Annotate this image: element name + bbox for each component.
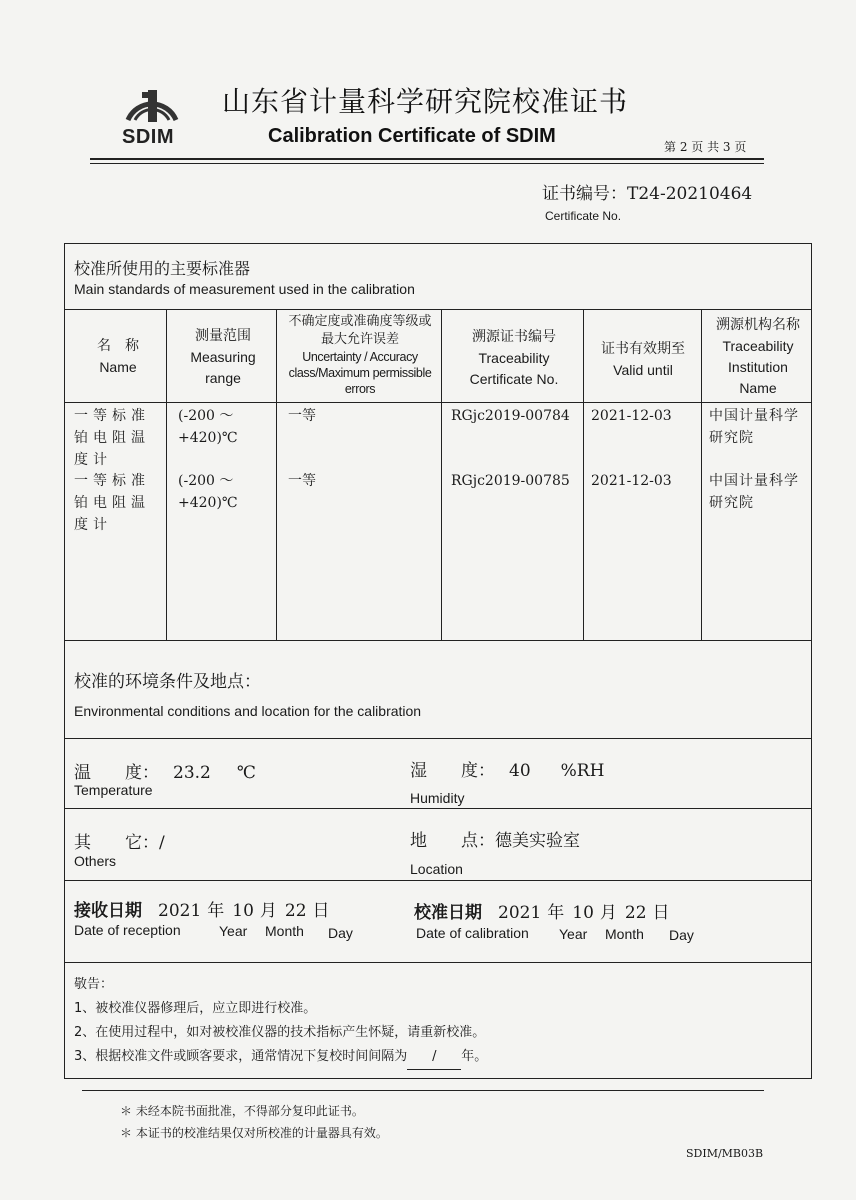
month-label-en: Month [265,923,304,939]
calibration-date [414,898,670,923]
table-cell-accuracy: 一等 [288,408,316,424]
calibration-month: 10 [572,903,594,923]
month-unit: 月 [599,903,617,923]
column-header-cn: 不确定度或准确度等级或最大允许误差 [288,314,432,347]
year-label-en: Year [559,926,588,942]
footer-note: ＊ 本证书的校准结果仅对所校准的计量器具有效。 [120,1126,388,1140]
others-label: 其 它： [74,833,159,853]
year-unit: 年 [547,903,565,923]
divider [64,962,812,963]
column-header-en: Name [99,359,137,375]
column-header-en: Valid until [613,362,673,378]
environment-title-en: Environmental conditions and location for the calibration [74,703,422,719]
column-header-institution [706,315,810,399]
notice-title: 敬告： [74,977,114,992]
table-cell-cert-no: RGjc2019-00784 [451,408,570,424]
column-header-cn: 溯源证书编号 [472,329,556,345]
standards-title-en: Main standards of measurement used in the calibration [74,281,415,297]
humidity-label-en: Humidity [410,790,465,806]
humidity-label: 湿 度： [410,761,495,781]
calibration-date-en: Date of calibration [416,925,529,941]
notice-item: 2、在使用过程中，如对被校准仪器的技术指标产生怀疑，请重新校准。 [74,1025,486,1040]
footer-note: ＊ 未经本院书面批准，不得部分复印此证书。 [120,1104,364,1118]
calibration-date-label: 校准日期 [414,903,482,923]
others-field [74,828,165,853]
footer-rule [82,1090,764,1091]
logo-text: SDIM [122,126,174,148]
notice-item: 1、被校准仪器修理后，应立即进行校准。 [74,1001,317,1016]
table-cell-institution: 中国计量科学研究院 [709,473,799,511]
humidity-value: 40 [509,761,531,781]
column-header-cn: 证书有效期至 [601,341,685,357]
notice-item-text: 3、根据校准文件或顾客要求，通常情况下复校时间间隔为 [74,1049,408,1064]
divider [64,309,812,310]
column-header-en: Uncertainty / Accuracy class/Maximum permissible errors [288,350,432,396]
certificate-number-value: T24-20210464 [627,184,753,204]
header-rule [90,158,764,160]
page-info: 第 2 页 共 3 页 [664,140,747,154]
divider [64,738,812,739]
notice-item-3 [74,1045,487,1070]
temperature-field [74,758,256,783]
divider [64,402,812,403]
month-unit: 月 [259,901,277,921]
standards-title-cn: 校准所使用的主要标准器 [74,259,251,278]
column-header-en: Measuring range [190,349,256,386]
table-cell-name: 一等标准铂电阻温度计 [74,473,150,533]
temperature-unit: ℃ [236,763,256,783]
certificate-number [542,179,752,204]
certificate-title-en: Calibration Certificate of SDIM [268,125,556,147]
table-cell-institution: 中国计量科学研究院 [709,408,799,446]
reception-year: 2021 [158,901,202,921]
location-label: 地 点： [410,831,495,851]
temperature-value: 23.2 [173,763,211,783]
notice-block [74,973,487,1070]
column-header-range [172,326,274,389]
day-unit: 日 [652,903,670,923]
table-cell-accuracy: 一等 [288,473,316,489]
column-header-valid-until [588,339,698,381]
month-label-en: Month [605,926,644,942]
divider [64,808,812,809]
location-field [410,826,580,851]
column-divider [166,309,167,640]
day-label-en: Day [669,927,694,943]
table-cell-valid-until: 2021-12-03 [591,408,672,424]
column-header-cn: 名 称 [97,338,139,354]
column-divider [701,309,702,640]
column-header-accuracy [282,313,438,397]
year-unit: 年 [207,901,225,921]
temperature-label-en: Temperature [74,782,153,798]
header-rule-thin [90,163,764,164]
column-divider [583,309,584,640]
column-divider [441,309,442,640]
table-cell-range: (-200 ～ +420)℃ [178,408,238,446]
form-code: SDIM/MB03B [686,1147,764,1160]
calibration-day: 22 [624,903,647,923]
day-unit: 日 [312,901,330,921]
reception-date-label: 接收日期 [74,901,142,921]
column-header-en: Traceability Certificate No. [469,350,559,387]
certificate-number-en: Certificate No. [545,209,622,223]
table-cell-valid-until: 2021-12-03 [591,473,672,489]
notice-item-text: 年。 [461,1049,488,1064]
certificate-number-label: 证书编号： [542,184,627,204]
reception-date-en: Date of reception [74,922,181,938]
column-header-cert-no [452,327,576,390]
others-label-en: Others [74,853,117,869]
temperature-label: 温 度： [74,763,159,783]
reception-date [74,896,330,921]
table-cell-name: 一等标准铂电阻温度计 [74,408,150,468]
environment-title-cn: 校准的环境条件及地点： [74,672,261,692]
humidity-unit: %RH [560,761,605,781]
column-header-cn: 测量范围 [195,328,251,344]
divider [64,640,812,641]
reception-day: 22 [284,901,307,921]
others-value: / [159,833,165,853]
year-label-en: Year [219,923,248,939]
location-label-en: Location [410,861,463,877]
column-header-name [72,336,164,378]
reception-month: 10 [232,901,254,921]
calibration-year: 2021 [498,903,542,923]
table-cell-cert-no: RGjc2019-00785 [451,473,570,489]
column-header-en: Traceability Institution Name [722,338,794,396]
humidity-field [410,756,604,781]
column-divider [276,309,277,640]
divider [64,880,812,881]
location-value: 德美实验室 [495,831,580,851]
recalibration-interval-value: / [407,1045,461,1070]
certificate-title-cn: 山东省计量科学研究院校准证书 [222,85,629,118]
column-header-cn: 溯源机构名称 [716,317,800,333]
day-label-en: Day [328,925,353,941]
table-cell-range: (-200 ～ +420)℃ [178,473,238,511]
